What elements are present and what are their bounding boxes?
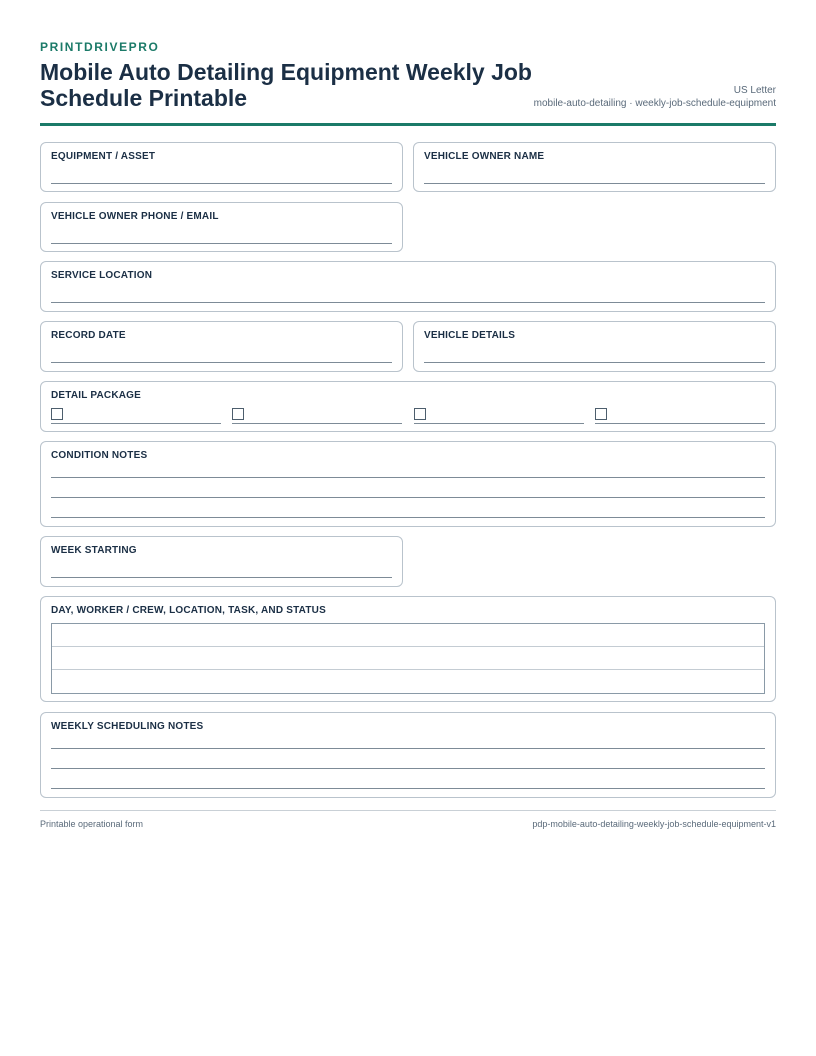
paper-size: US Letter: [733, 85, 776, 96]
checkbox[interactable]: [232, 408, 244, 420]
write-line[interactable]: [51, 768, 765, 769]
detail-package-option[interactable]: [232, 408, 402, 424]
write-line[interactable]: [51, 243, 392, 244]
field-label: SERVICE LOCATION: [51, 270, 153, 281]
record-date-field[interactable]: [40, 321, 403, 372]
page-footer: [40, 810, 776, 830]
write-line: [51, 423, 221, 424]
vehicle-owner-name-field[interactable]: [413, 142, 776, 192]
write-line[interactable]: [51, 517, 765, 518]
field-label: WEEK STARTING: [51, 545, 137, 556]
write-line: [414, 423, 584, 424]
write-line: [232, 423, 402, 424]
brand-name: PRINTDRIVEPRO: [40, 40, 160, 54]
detail-package-option[interactable]: [51, 408, 221, 424]
form-meta: [534, 84, 776, 110]
field-label: VEHICLE OWNER PHONE / EMAIL: [51, 211, 219, 222]
equipment-asset-field[interactable]: [40, 142, 403, 192]
weekly-scheduling-notes-field[interactable]: [40, 712, 776, 798]
write-line[interactable]: [424, 362, 765, 363]
write-line[interactable]: [51, 577, 392, 578]
week-starting-field[interactable]: [40, 536, 403, 587]
footer-form-id: pdp-mobile-auto-detailing-weekly-job-schedule-equipment-v1: [532, 819, 776, 829]
detail-package-field: [40, 381, 776, 432]
condition-notes-field[interactable]: [40, 441, 776, 527]
field-label: DETAIL PACKAGE: [51, 390, 142, 401]
write-line[interactable]: [51, 302, 765, 303]
checkbox[interactable]: [595, 408, 607, 420]
write-line[interactable]: [51, 788, 765, 789]
write-line[interactable]: [51, 362, 392, 363]
write-line[interactable]: [51, 748, 765, 749]
field-label: DAY, WORKER / CREW, LOCATION, TASK, AND STATUS: [51, 605, 326, 616]
field-label: VEHICLE OWNER NAME: [424, 151, 545, 162]
footer-left: Printable operational form: [40, 819, 144, 829]
write-line[interactable]: [51, 477, 765, 478]
detail-package-option[interactable]: [595, 408, 765, 424]
page-title: Mobile Auto Detailing Equipment Weekly Job Schedule Printable: [40, 59, 532, 111]
write-line[interactable]: [51, 183, 392, 184]
checkbox[interactable]: [414, 408, 426, 420]
field-label: CONDITION NOTES: [51, 450, 148, 461]
table-row[interactable]: [52, 670, 764, 693]
table-row[interactable]: [52, 624, 764, 647]
schedule-table-section: [40, 596, 776, 702]
write-line[interactable]: [424, 183, 765, 184]
checkbox[interactable]: [51, 408, 63, 420]
schedule-table: [51, 623, 765, 694]
field-label: RECORD DATE: [51, 330, 126, 341]
field-label: EQUIPMENT / ASSET: [51, 151, 156, 162]
service-location-field[interactable]: [40, 261, 776, 312]
write-line[interactable]: [51, 497, 765, 498]
form-page: [40, 40, 776, 126]
detail-package-option[interactable]: [414, 408, 584, 424]
field-label: WEEKLY SCHEDULING NOTES: [51, 721, 204, 732]
field-label: VEHICLE DETAILS: [424, 330, 516, 341]
form-slug: mobile-auto-detailing · weekly-job-schedule-equipment: [533, 98, 776, 109]
vehicle-details-field[interactable]: [413, 321, 776, 372]
table-row[interactable]: [52, 647, 764, 670]
vehicle-owner-contact-field[interactable]: [40, 202, 403, 252]
form-header: [40, 40, 776, 126]
write-line: [595, 423, 765, 424]
